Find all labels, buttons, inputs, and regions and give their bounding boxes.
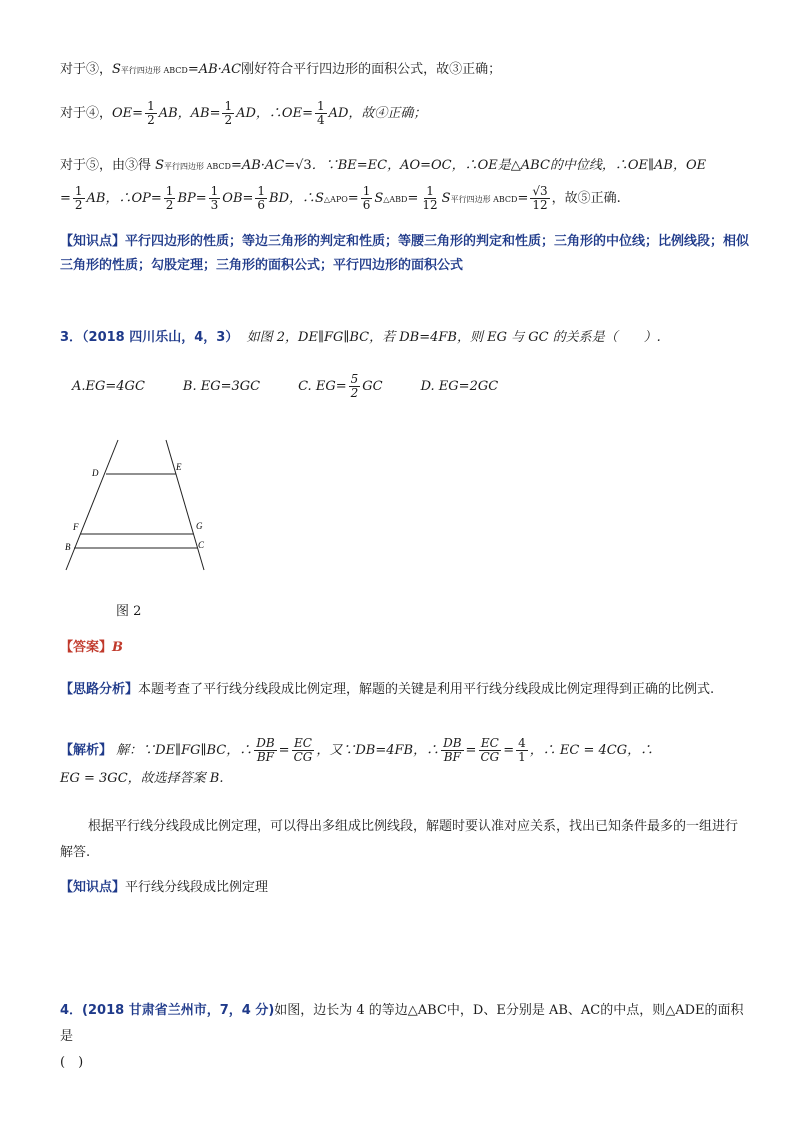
figure-caption: 图 2 [116, 604, 142, 619]
option-c: C. EG= $\frac{5}{2}$ GC [298, 372, 383, 400]
figure-2-diagram [58, 438, 218, 578]
left-transversal [66, 440, 118, 570]
question-3 [60, 328, 750, 348]
kp-text: 平行线分线段成比例定理 [125, 880, 269, 895]
para-5: 对于⑤，由③得 S平行四边形 ABCD=AB·AC=√3．∵BE=EC，AO=OC，∴OE是△ABC的中位线，∴OE∥AB，OE = $\frac{1}{2}$ AB，∴OP= $\frac{1}{2}$ BP= $\frac{1}{3}$ OB= $\frac{1}{6}$ BD，∴S△APO= $\frac{1}{6}$ S△ABD= $\frac{1}{12}$ S平行四边形 ABCD= $\frac{√3}{12}$ ，故⑤正确. [60, 158, 707, 212]
label-e: E [176, 462, 182, 472]
option-d: D. EG=2GC [420, 379, 499, 394]
text: S [112, 62, 121, 77]
question-number: 4． [60, 1003, 83, 1018]
question-text: 如图 2，DE∥FG∥BC，若 DB=4FB，则 EG 与 GC 的关系是（ ）. [246, 330, 661, 345]
solution-line-2: EG = 3GC，故选择答案 B. [60, 771, 224, 786]
analysis [60, 678, 750, 702]
option-b: B. EG=3GC [182, 379, 261, 394]
question-4 [60, 998, 750, 1076]
fraction: $\frac{1}{2}$ [224, 99, 233, 127]
solution-tag: 【解析】 [60, 743, 113, 758]
kp-tag: 【知识点】 [60, 234, 126, 249]
fraction: $\frac{1}{4}$ [316, 99, 325, 127]
label-g: G [196, 521, 203, 531]
solution: 【解析】 解：∵DE∥FG∥BC，∴ $\frac{DB}{BF}$ = $\frac{EC}{CG}$ ，又∵DB=4FB，∴ $\frac{DB}{BF}$ = $\frac{EC}{CG}$ = $\frac{4}{1}$ ，∴ EC = 4CG，∴ EG = 3GC，故选择答案 B. [60, 736, 654, 786]
knowledge-points-1 [60, 230, 750, 278]
answer [60, 638, 750, 658]
question-text: 如图，边长为 4 的等边△ABC中，D、E分别是 AB、AC的中点，则△ADE的面积是 [60, 1003, 744, 1044]
para-4 [60, 100, 750, 128]
label-b: B [65, 542, 71, 552]
fraction: $\frac{1}{2}$ [147, 99, 155, 127]
text: 对于⑤，由③得 [60, 158, 156, 173]
text: 刚好符合平行四边形的面积公式，故③正确； [241, 62, 502, 77]
text: AD，∴OE= [236, 106, 313, 121]
label-d: D [92, 468, 99, 478]
sqrt3: √3 [295, 158, 312, 173]
analysis-text: 本题考查了平行线分线段成比例定理，解题的关键是利用平行线分线段成比例定理得到正确的比例式. [138, 682, 715, 697]
kp-tag: 【知识点】 [60, 880, 126, 895]
text: OE= [112, 106, 144, 121]
text: 平行四边形 ABCD [120, 66, 188, 75]
text: 对于④， [60, 106, 113, 121]
knowledge-points-2 [60, 878, 750, 898]
text: =AB·AC [187, 62, 242, 77]
label-f: F [73, 522, 79, 532]
label-c: C [198, 540, 205, 550]
para-3 [60, 60, 750, 81]
text: AB，AB= [158, 106, 221, 121]
question-source: (2018 甘肃省兰州市，7，4 分) [82, 1003, 275, 1018]
options [72, 372, 762, 402]
kp-text: 平行四边形的性质；等边三角形的判定和性质；等腰三角形的判定和性质；三角形的中位线；比例线段；相似三角形的性质；勾股定理；三角形的面积公式；平行四边形的面积公式 [60, 234, 750, 273]
analysis-tag: 【思路分析】 [60, 682, 139, 697]
answer-blank: ( ) [60, 1055, 84, 1070]
option-a: A.EG=4GC [72, 379, 145, 394]
answer-value: B [112, 640, 124, 655]
note [60, 814, 750, 866]
text: AD，故④正确； [328, 106, 427, 121]
question-source: （2018 四川乐山，4，3） [82, 330, 239, 345]
answer-tag: 【答案】 [60, 640, 113, 655]
right-transversal [166, 440, 204, 570]
note-text: 根据平行线分线段成比例定理，可以得出多组成比例线段，解题时要认准对应关系，找出已知条件最多的一组进行解答. [60, 819, 739, 860]
question-number: 3． [60, 330, 83, 345]
text: 对于③， [60, 62, 113, 77]
